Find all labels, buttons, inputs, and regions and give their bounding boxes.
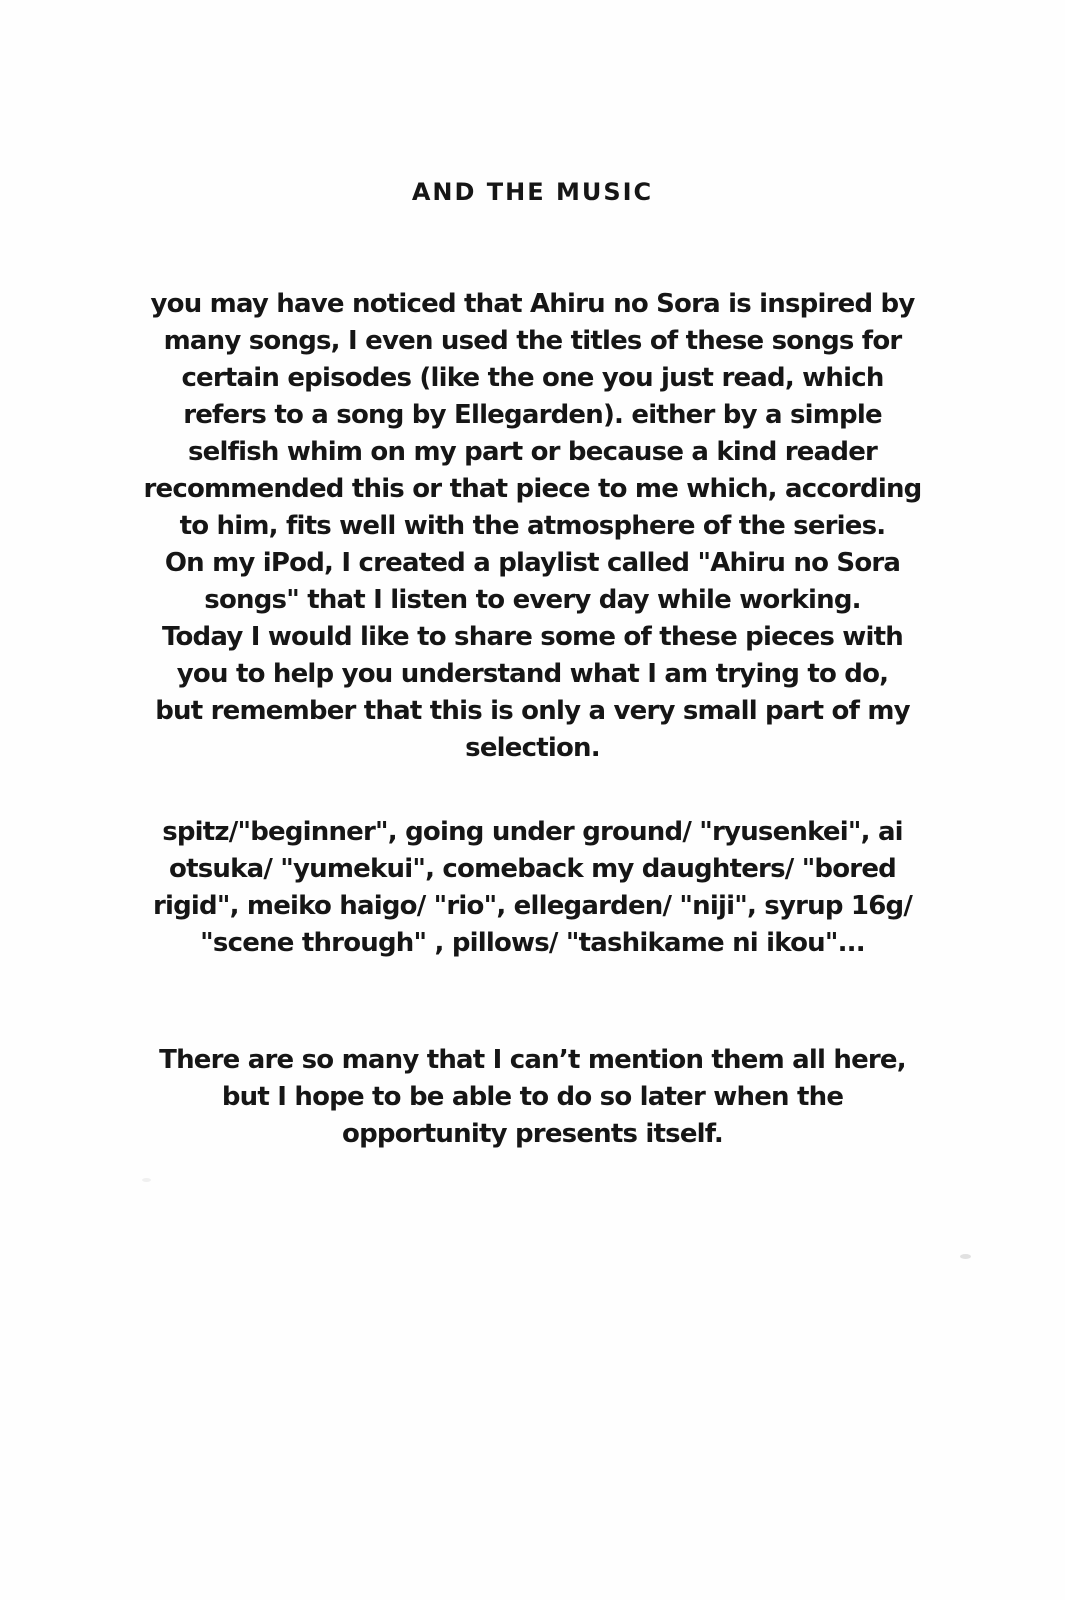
text-line: recommended this or that piece to me which, according [143,474,922,504]
text-line: On my iPod, I created a playlist called "Ahiru no Sora [164,548,901,578]
text-line: many songs, I even used the titles of these songs for [163,326,902,356]
text-line: you to help you understand what I am trying to do, [176,659,889,689]
ink-smudge [960,1254,971,1259]
text-line: "scene through" , pillows/ "tashikame ni ikou"... [200,928,865,958]
text-line: Today I would like to share some of these pieces with [162,622,903,652]
text-line: you may have noticed that Ahiru no Sora is inspired by [150,289,915,319]
text-line: There are so many that I can’t mention them all here, [159,1045,906,1075]
ink-smudge [142,1178,151,1182]
text-line: refers to a song by Ellegarden). either by a simple [183,400,882,430]
song-list-paragraph [0,814,1065,962]
text-line: selection. [465,733,600,763]
page-title: AND THE MUSIC [411,178,654,206]
text-line: rigid", meiko haigo/ "rio", ellegarden/ "niji", syrup 16g/ [152,891,913,921]
text-line: but remember that this is only a very small part of my [155,696,910,726]
closing-paragraph [0,1042,1065,1153]
intro-paragraph [0,286,1065,767]
text-line: but I hope to be able to do so later when the [221,1082,844,1112]
text-line: otsuka/ "yumekui", comeback my daughters/ "bored [169,854,896,884]
text-line: songs" that I listen to every day while working. [204,585,861,615]
text-line: certain episodes (like the one you just read, which [181,363,884,393]
text-line: selfish whim on my part or because a kind reader [187,437,878,467]
text-line: spitz/"beginner", going under ground/ "ryusenkei", ai [162,817,903,847]
text-line: opportunity presents itself. [342,1119,723,1149]
text-line: to him, fits well with the atmosphere of the series. [179,511,886,541]
